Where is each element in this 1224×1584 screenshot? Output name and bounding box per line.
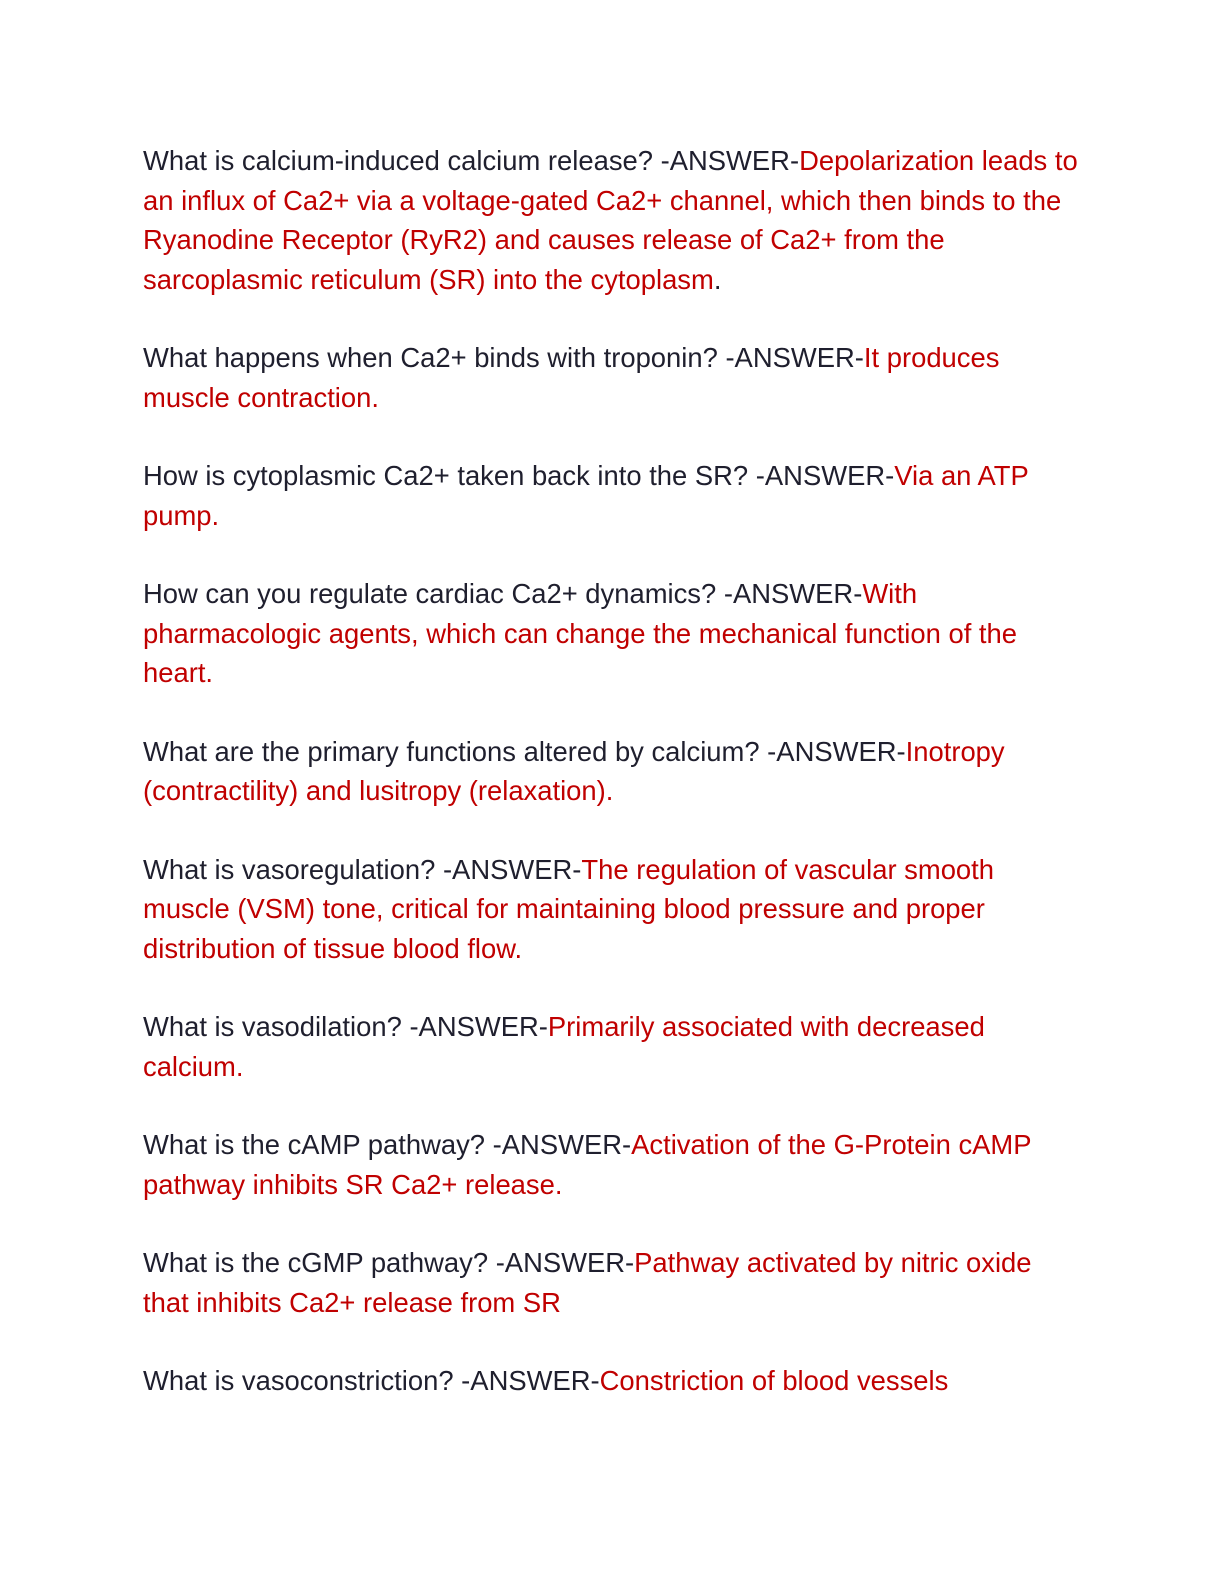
qa-item [143, 338, 1078, 417]
answer-text: Primarily associated with decreased calcium. [143, 1011, 985, 1082]
question-text: What is vasodilation? [143, 1011, 402, 1042]
answer-text: Pathway activated by nitric oxide that inhibits Ca2+ release from SR [143, 1247, 1032, 1318]
qa-item [143, 456, 1078, 535]
answer-separator: -ANSWER- [748, 460, 895, 491]
answer-separator: -ANSWER- [716, 578, 863, 609]
question-text: What is vasoconstriction? [143, 1365, 454, 1396]
question-text: What are the primary functions altered by calcium? [143, 735, 760, 767]
qa-item [143, 574, 1078, 693]
question-text: What happens when Ca2+ binds with troponin? [143, 342, 718, 373]
answer-text: Activation of the G-Protein cAMP pathway inhibits SR Ca2+ release. [143, 1129, 1032, 1200]
answer-separator: -ANSWER- [453, 1365, 600, 1396]
answer-text: With pharmacologic agents, which can change the mechanical function of the heart. [143, 578, 1017, 688]
answer-separator: -ANSWER- [488, 1247, 635, 1278]
answer-text: Via an ATP pump. [143, 460, 1029, 531]
question-text: How can you regulate cardiac Ca2+ dynamics? [143, 578, 717, 609]
answer-separator: -ANSWER- [652, 145, 800, 176]
qa-item [143, 850, 1078, 969]
answer-separator: -ANSWER- [401, 1011, 548, 1042]
answer-text: The regulation of vascular smooth muscle (VSM) tone, critical for maintaining blood pressure and proper distribution of tissue blood flow. [143, 853, 995, 964]
answer-text: Depolarization leads to an influx of Ca2+ via a voltage-gated Ca2+ channel, which then binds to the Ryanodine Receptor (RyR2) and causes release of Ca2+ from the sarcoplasmic reticulum (SR) into the cytoplasm [143, 145, 1078, 295]
answer-separator: -ANSWER- [485, 1129, 632, 1160]
answer-end: . [713, 263, 722, 295]
question-text: How is cytoplasmic Ca2+ taken back into the SR? [143, 460, 749, 491]
answer-text: Constriction of blood vessels [599, 1365, 949, 1396]
qa-item [143, 141, 1078, 299]
qa-item [143, 1007, 1078, 1086]
question-text: What is vasoregulation? [143, 853, 436, 885]
answer-separator: -ANSWER- [759, 735, 906, 767]
answer-text: It produces muscle contraction. [143, 342, 1000, 413]
qa-item [143, 1361, 1078, 1401]
qa-item [143, 1243, 1078, 1322]
answer-separator: -ANSWER- [435, 853, 582, 885]
qa-item [143, 1125, 1078, 1204]
question-text: What is calcium-induced calcium release? [143, 145, 653, 176]
answer-separator: -ANSWER- [717, 342, 864, 373]
qa-item [143, 732, 1078, 811]
answer-text: Inotropy (contractility) and lusitropy (relaxation). [143, 735, 1005, 806]
question-text: What is the cGMP pathway? [143, 1247, 489, 1278]
question-text: What is the cAMP pathway? [143, 1129, 486, 1160]
qa-list [143, 141, 1078, 1440]
